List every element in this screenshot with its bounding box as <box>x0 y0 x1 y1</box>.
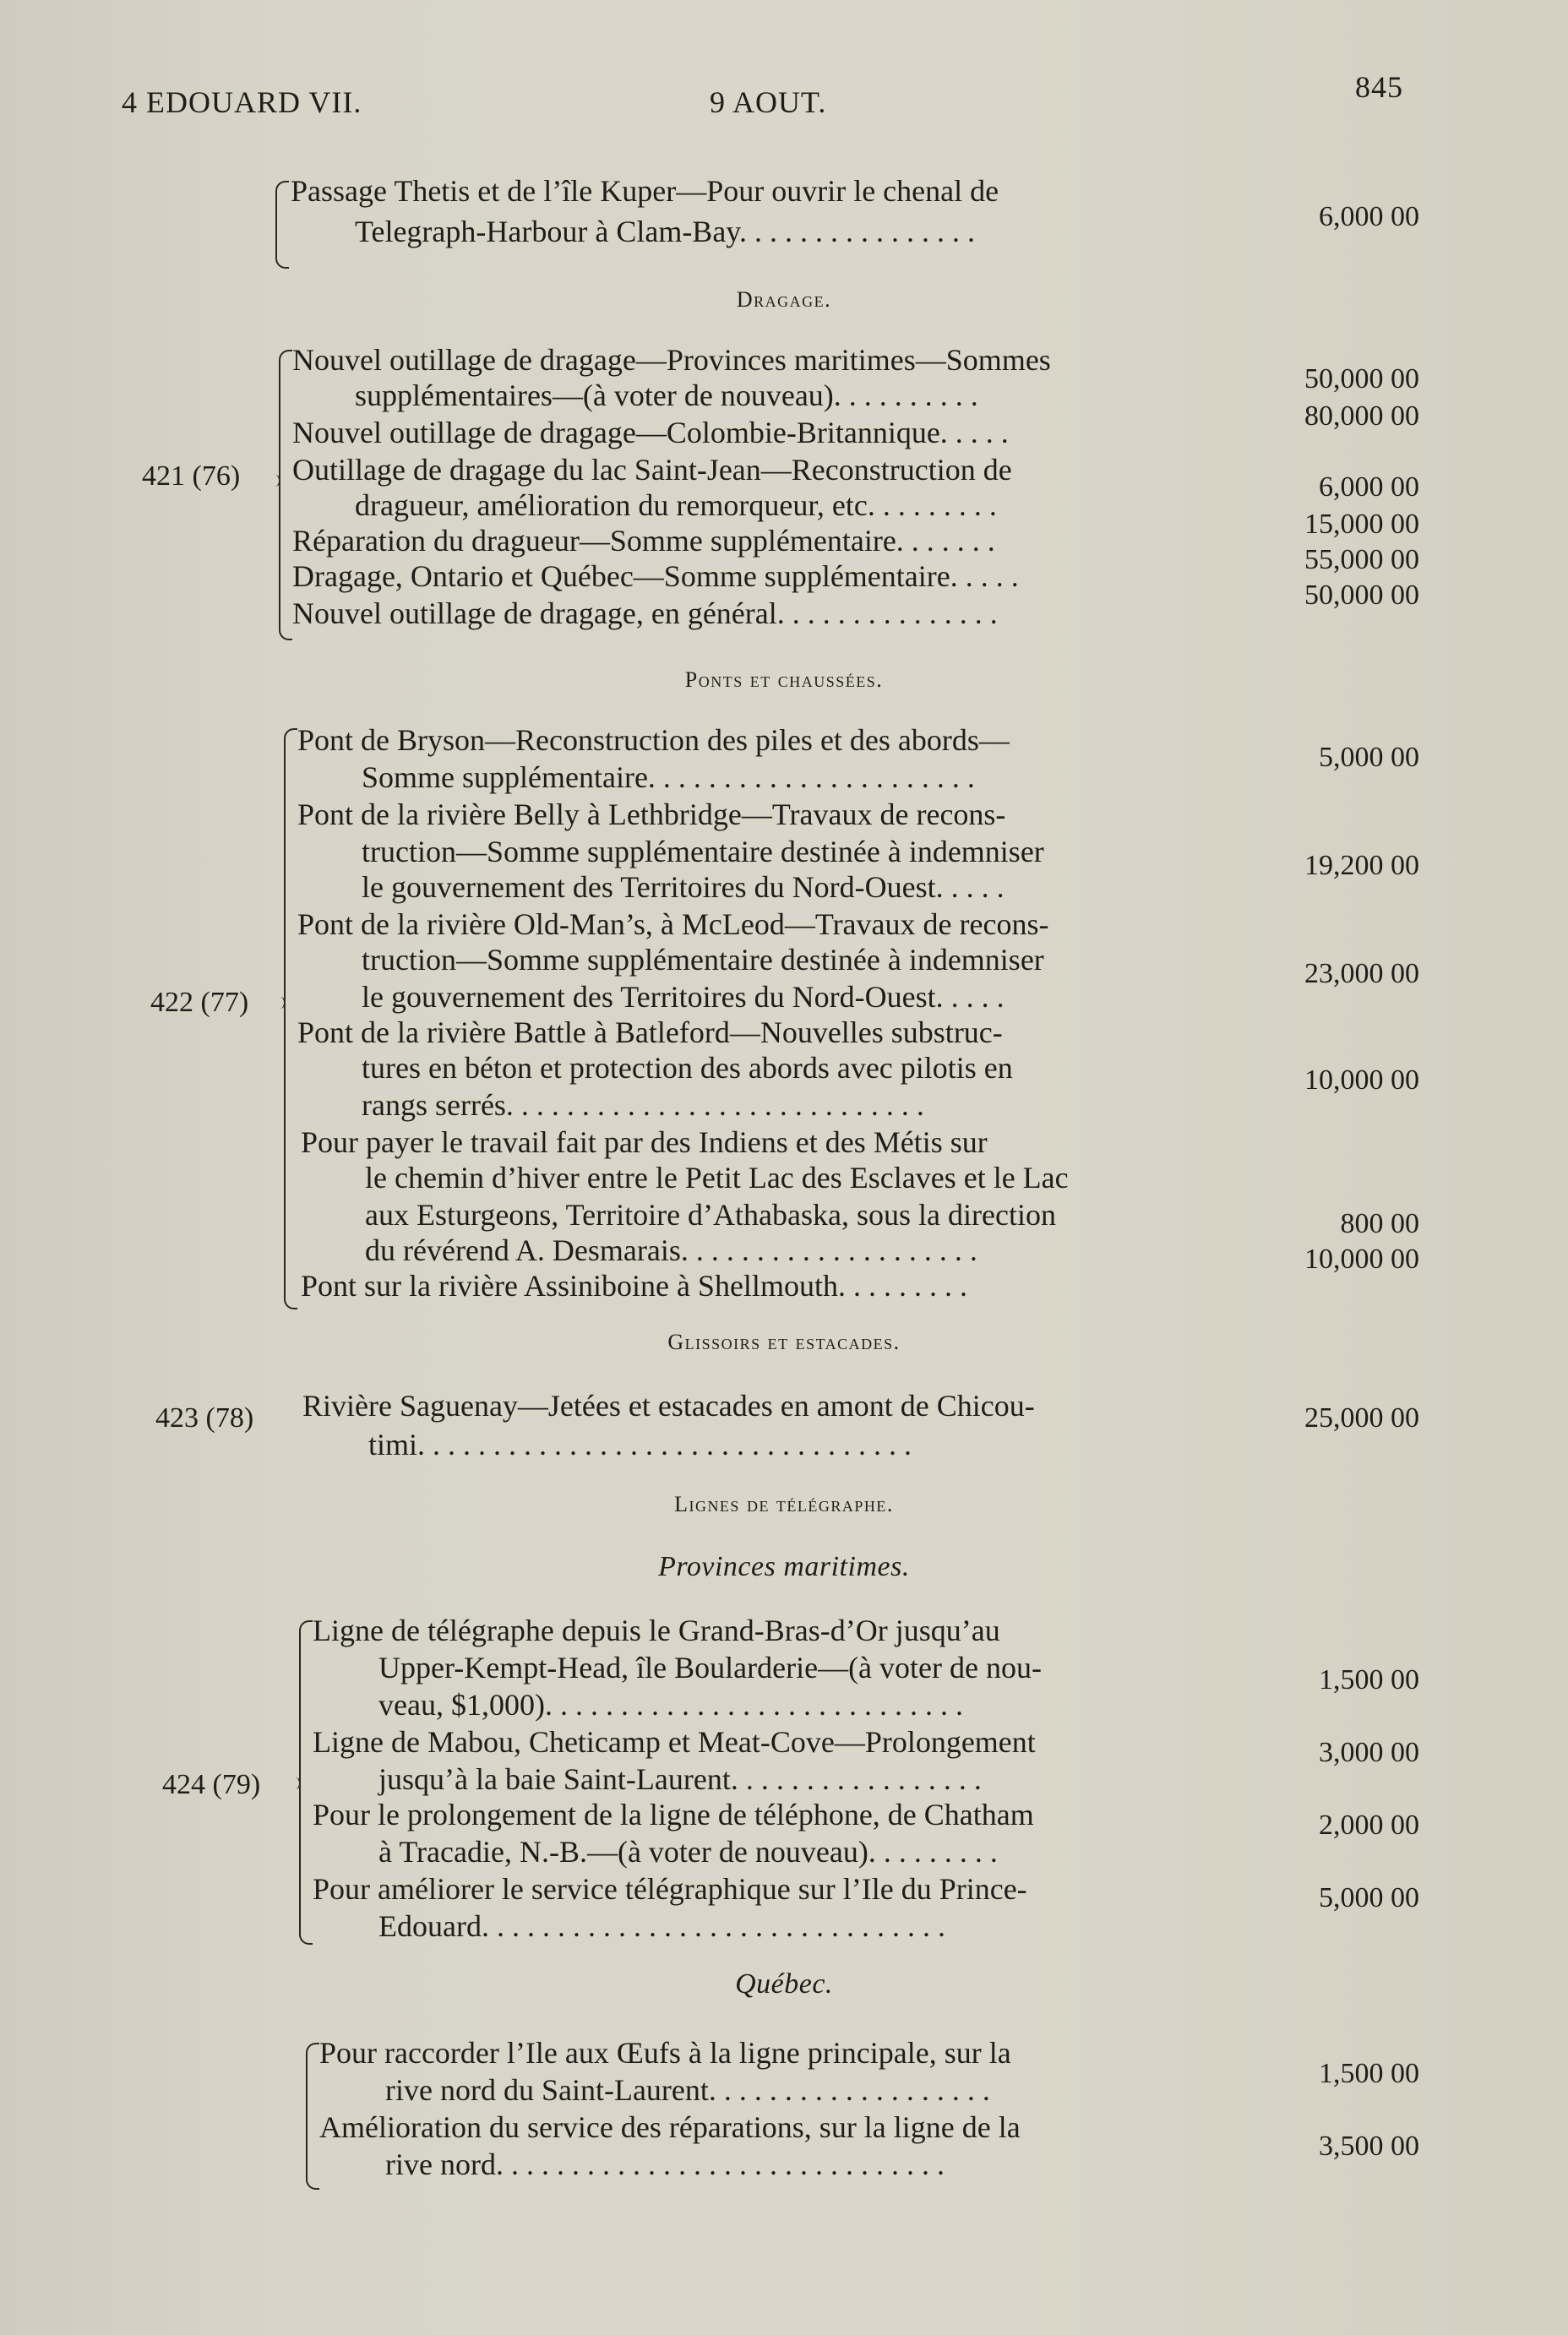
brace-quebec <box>306 2043 319 2190</box>
vote-number: 424 (79) <box>162 1769 261 1800</box>
item-amount: 6,000 00 <box>1319 471 1419 503</box>
item-amount: 23,000 00 <box>1304 958 1419 989</box>
item-amount: 80,000 00 <box>1304 400 1419 432</box>
item-text: Nouvel outillage de dragage, en général. . . . . . . . . . . . . . . <box>292 596 998 630</box>
vote-number: 421 (76) <box>142 460 241 492</box>
item-text: rangs serrés. . . . . . . . . . . . . . . . . . . . . . . . . . . . <box>362 1088 924 1122</box>
item-text: Pour le prolongement de la ligne de téléphone, de Chatham <box>313 1798 1034 1832</box>
item-amount: 1,500 00 <box>1319 1664 1419 1695</box>
item-text: supplémentaires—(à voter de nouveau). . . . . . . . . . <box>355 378 978 412</box>
item-text: Nouvel outillage de dragage—Provinces maritimes—Sommes <box>292 343 1051 377</box>
item-amount: 10,000 00 <box>1304 1244 1419 1275</box>
section-telegraphe: Lignes de télégraphe. <box>674 1492 894 1516</box>
item-text: timi. . . . . . . . . . . . . . . . . . . . . . . . . . . . . . . . . <box>368 1428 912 1461</box>
brace-421 <box>279 350 292 640</box>
brace-intro <box>275 181 289 269</box>
item-text: Edouard. . . . . . . . . . . . . . . . . . . . . . . . . . . . . . . <box>378 1909 945 1943</box>
item-text: Pour payer le travail fait par des Indiens et des Métis sur <box>301 1125 988 1159</box>
item-text: jusqu’à la baie Saint-Laurent. . . . . . . . . . . . . . . . . <box>378 1762 982 1796</box>
item-text: Telegraph-Harbour à Clam-Bay. . . . . . . . . . . . . . . . <box>355 215 975 248</box>
item-text: Ligne de télégraphe depuis le Grand-Bras-d’Or jusqu’au <box>313 1614 1000 1647</box>
item-amount: 2,000 00 <box>1319 1810 1419 1841</box>
section-dragage: Dragage. <box>736 287 832 312</box>
header-date: 9 AOUT. <box>710 85 827 119</box>
item-text: Pour raccorder l’Ile aux Œufs à la ligne principale, sur la <box>319 2036 1011 2070</box>
item-amount: 50,000 00 <box>1304 580 1419 611</box>
item-text: veau, $1,000). . . . . . . . . . . . . . . . . . . . . . . . . . . . <box>378 1688 963 1722</box>
item-text: Outillage de dragage du lac Saint-Jean—Reconstruction de <box>292 453 1012 487</box>
section-glissoirs: Glissoirs et estacades. <box>667 1330 901 1354</box>
item-text: truction—Somme supplémentaire destinée à indemniser <box>362 943 1044 977</box>
item-text: tures en béton et protection des abords avec pilotis en <box>362 1051 1013 1085</box>
section-ponts: Ponts et chaussées. <box>684 667 884 692</box>
subsection-quebec: Québec. <box>735 1968 833 2000</box>
item-text: Pont sur la rivière Assiniboine à Shellmouth. . . . . . . . . <box>301 1269 967 1303</box>
item-text: Pont de Bryson—Reconstruction des piles et des abords— <box>297 723 1010 757</box>
item-amount: 6,000 00 <box>1319 201 1419 232</box>
item-amount: 50,000 00 <box>1304 363 1419 395</box>
brace-424 <box>299 1620 313 1945</box>
header-session: 4 EDOUARD VII. <box>122 85 362 119</box>
item-text: Nouvel outillage de dragage—Colombie-Britannique. . . . . <box>292 416 1009 449</box>
page-number: 845 <box>1355 70 1403 104</box>
item-text: Upper-Kempt-Head, île Boularderie—(à voter de nou- <box>378 1651 1042 1685</box>
item-amount: 5,000 00 <box>1319 1882 1419 1913</box>
item-text: Pont de la rivière Battle à Batleford—Nouvelles substruc- <box>297 1015 1003 1049</box>
item-text: Rivière Saguenay—Jetées et estacades en amont de Chicou- <box>302 1389 1035 1423</box>
item-amount: 800 00 <box>1340 1208 1419 1239</box>
item-text: Dragage, Ontario et Québec—Somme supplémentaire. . . . . <box>292 559 1019 593</box>
item-amount: 25,000 00 <box>1304 1402 1419 1434</box>
brace-422-point <box>274 997 286 1009</box>
item-text: aux Esturgeons, Territoire d’Athabaska, sous la direction <box>365 1198 1056 1232</box>
item-amount: 19,200 00 <box>1304 850 1419 881</box>
item-amount: 3,500 00 <box>1319 2131 1419 2162</box>
item-text: Passage Thetis et de l’île Kuper—Pour ouvrir le chenal de <box>291 174 999 208</box>
brace-422 <box>284 728 297 1309</box>
item-amount: 5,000 00 <box>1319 742 1419 773</box>
item-amount: 10,000 00 <box>1304 1064 1419 1096</box>
item-text: le chemin d’hiver entre le Petit Lac des Esclaves et le Lac <box>365 1161 1069 1195</box>
item-text: du révérend A. Desmarais. . . . . . . . . . . . . . . . . . . . <box>365 1233 977 1267</box>
item-text: dragueur, amélioration du remorqueur, etc. . . . . . . . . <box>355 488 997 522</box>
subsection-maritimes: Provinces maritimes. <box>658 1551 910 1582</box>
item-text: rive nord du Saint-Laurent. . . . . . . . . . . . . . . . . . . <box>385 2073 990 2107</box>
brace-421-point <box>269 475 280 487</box>
item-amount: 3,000 00 <box>1319 1737 1419 1768</box>
item-text: truction—Somme supplémentaire destinée à indemniser <box>362 835 1044 868</box>
item-text: Somme supplémentaire. . . . . . . . . . . . . . . . . . . . . . <box>362 760 975 794</box>
vote-number: 422 (77) <box>150 987 249 1018</box>
item-text: rive nord. . . . . . . . . . . . . . . . . . . . . . . . . . . . . . <box>385 2147 945 2181</box>
item-text: Réparation du dragueur—Somme supplémentaire. . . . . . . <box>292 524 995 558</box>
brace-424-point <box>289 1777 301 1789</box>
item-text: Pont de la rivière Old-Man’s, à McLeod—Travaux de recons- <box>297 907 1049 941</box>
item-text: Pour améliorer le service télégraphique sur l’Ile du Prince- <box>313 1872 1027 1906</box>
item-text: le gouvernement des Territoires du Nord-Ouest. . . . . <box>362 980 1004 1014</box>
item-text: le gouvernement des Territoires du Nord-Ouest. . . . . <box>362 870 1004 904</box>
item-amount: 1,500 00 <box>1319 2058 1419 2089</box>
item-text: à Tracadie, N.-B.—(à voter de nouveau). . . . . . . . . <box>378 1835 998 1869</box>
item-text: Ligne de Mabou, Cheticamp et Meat-Cove—Prolongement <box>313 1725 1036 1759</box>
vote-number: 423 (78) <box>155 1402 254 1434</box>
item-text: Pont de la rivière Belly à Lethbridge—Travaux de recons- <box>297 797 1006 831</box>
item-amount: 15,000 00 <box>1304 509 1419 540</box>
item-amount: 55,000 00 <box>1304 544 1419 575</box>
item-text: Amélioration du service des réparations, sur la ligne de la <box>319 2110 1021 2144</box>
